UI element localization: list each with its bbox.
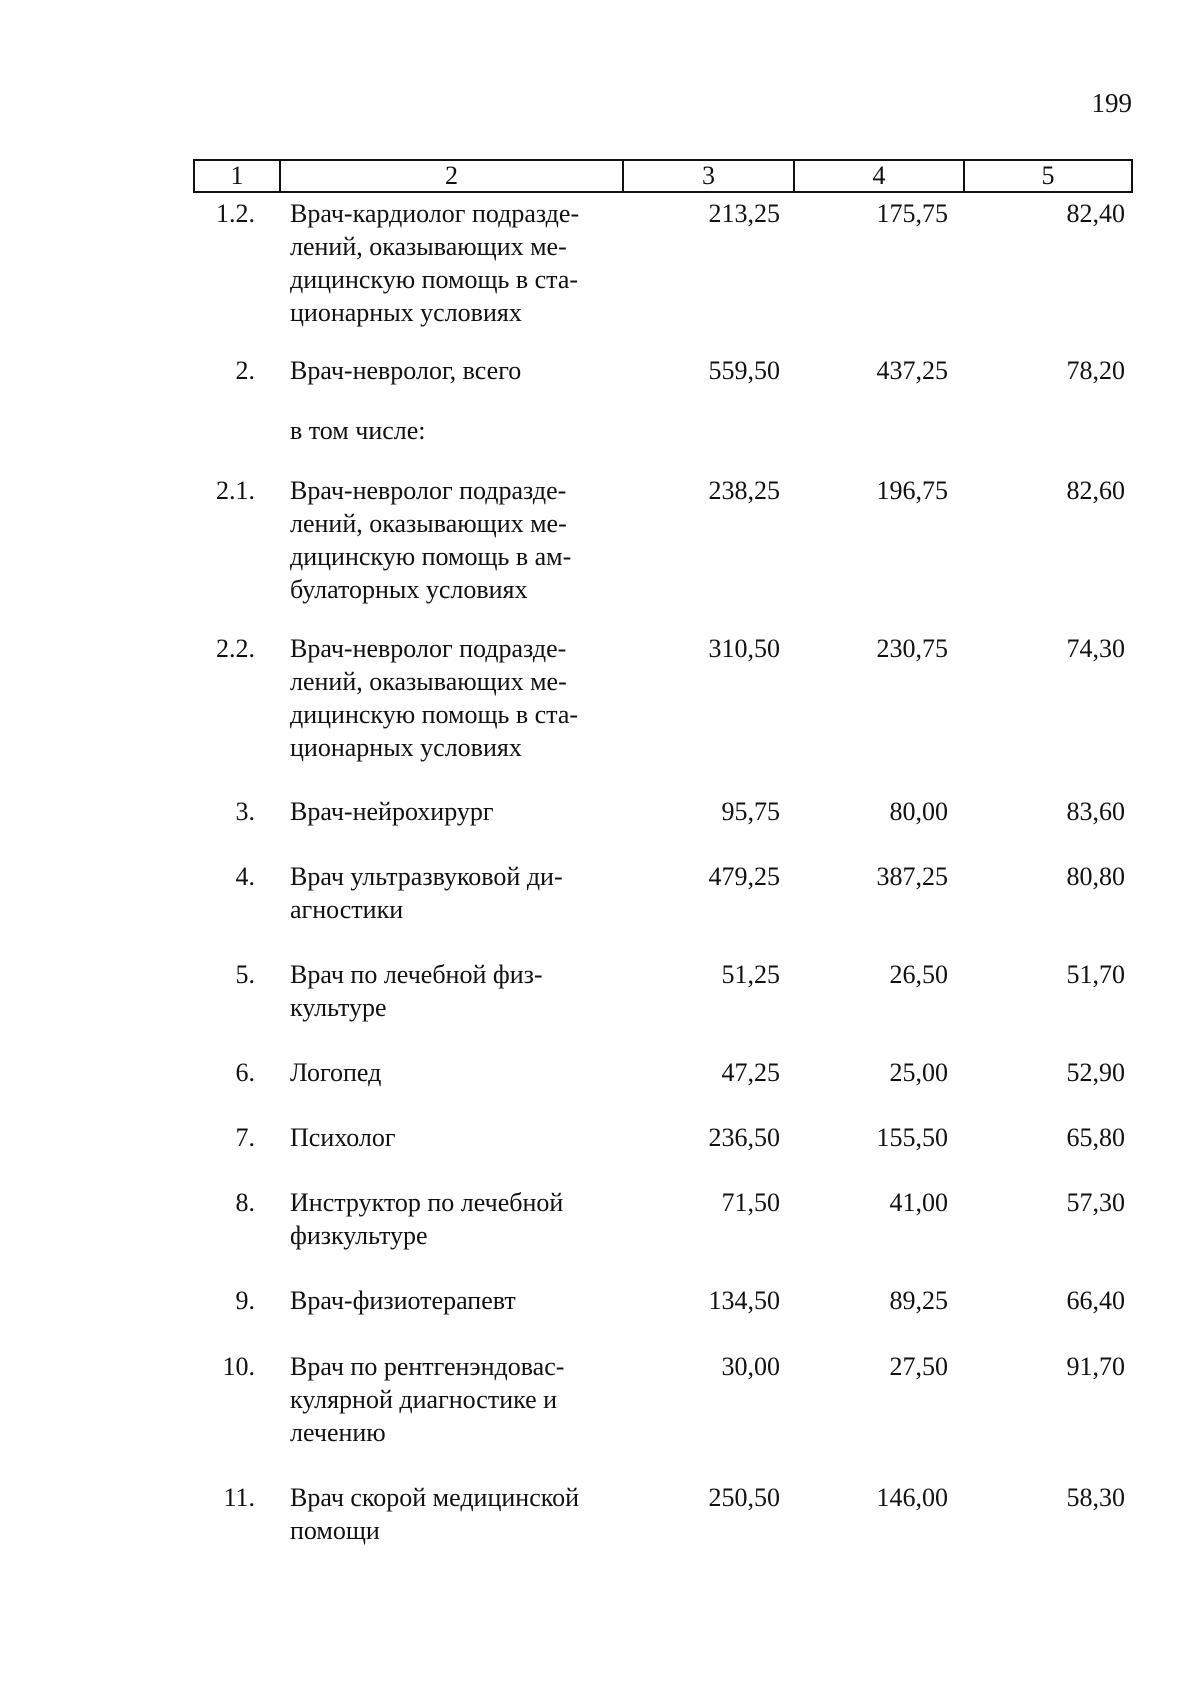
row-position-name: Врач скорой медицинской помощи — [290, 1483, 579, 1545]
row-value-col5: 78,20 — [1066, 356, 1125, 385]
row-value-col5: 57,30 — [1066, 1188, 1125, 1217]
row-value-col4: 437,25 — [876, 356, 948, 385]
row-value-col5: 65,80 — [1066, 1123, 1125, 1152]
row-position-name: Врач-невролог подразде- лений, оказывающих ме- дицинскую помощь в ста- ционарных условиях — [290, 634, 579, 762]
row-number: 10. — [222, 1352, 255, 1381]
row-value-col5: 52,90 — [1066, 1058, 1125, 1087]
row-value-col5: 83,60 — [1066, 797, 1125, 826]
row-value-col5: 51,70 — [1066, 960, 1125, 989]
row-value-col5: 66,40 — [1066, 1286, 1125, 1315]
row-value-col4: 80,00 — [889, 797, 948, 826]
row-value-col4: 196,75 — [876, 476, 948, 505]
row-number: 7. — [235, 1123, 255, 1152]
row-number: 2. — [235, 356, 255, 385]
header-col-3: 3 — [623, 160, 794, 192]
row-value-col5: 82,40 — [1066, 199, 1125, 228]
row-number: 8. — [235, 1188, 255, 1217]
row-value-col3: 310,50 — [708, 634, 780, 663]
row-value-col4: 146,00 — [876, 1483, 948, 1512]
row-number: 1.2. — [216, 199, 255, 228]
row-value-col3: 71,50 — [721, 1188, 780, 1217]
row-subheading: в том числе: — [290, 416, 426, 445]
row-number: 2.1. — [216, 476, 255, 505]
row-value-col4: 27,50 — [889, 1352, 948, 1381]
row-value-col3: 51,25 — [721, 960, 780, 989]
row-value-col5: 91,70 — [1066, 1352, 1125, 1381]
row-value-col4: 155,50 — [876, 1123, 948, 1152]
row-value-col3: 95,75 — [721, 797, 780, 826]
row-number: 6. — [235, 1058, 255, 1087]
row-value-col3: 479,25 — [708, 862, 780, 891]
row-position-name: Врач ультразвуковой ди- агностики — [290, 862, 563, 924]
table-header — [193, 159, 1133, 193]
header-col-1: 1 — [194, 160, 280, 192]
row-position-name: Инструктор по лечебной физкультуре — [290, 1188, 564, 1250]
row-position-name: Врач по лечебной физ- культуре — [290, 960, 543, 1022]
row-value-col4: 26,50 — [889, 960, 948, 989]
row-value-col4: 175,75 — [876, 199, 948, 228]
row-position-name: Логопед — [290, 1058, 382, 1087]
row-position-name: Врач по рентгенэндовас- кулярной диагностике и лечению — [290, 1352, 565, 1447]
row-value-col3: 134,50 — [708, 1286, 780, 1315]
row-value-col5: 82,60 — [1066, 476, 1125, 505]
row-position-name: Врач-нейрохирург — [290, 797, 494, 826]
row-value-col3: 559,50 — [708, 356, 780, 385]
row-position-name: Психолог — [290, 1123, 396, 1152]
row-value-col3: 250,50 — [708, 1483, 780, 1512]
row-position-name: Врач-невролог подразде- лений, оказывающих ме- дицинскую помощь в ам- булаторных условиях — [290, 476, 572, 604]
row-value-col4: 230,75 — [876, 634, 948, 663]
row-number: 2.2. — [216, 634, 255, 663]
row-value-col3: 30,00 — [721, 1352, 780, 1381]
row-value-col3: 213,25 — [708, 199, 780, 228]
row-value-col3: 238,25 — [708, 476, 780, 505]
header-col-4: 4 — [794, 160, 964, 192]
header-col-2: 2 — [280, 160, 623, 192]
row-value-col4: 41,00 — [889, 1188, 948, 1217]
row-number: 4. — [235, 862, 255, 891]
row-number: 11. — [223, 1483, 255, 1512]
row-number: 9. — [235, 1286, 255, 1315]
row-value-col5: 58,30 — [1066, 1483, 1125, 1512]
row-position-name: Врач-физиотерапевт — [290, 1286, 516, 1315]
row-position-name: Врач-невролог, всего — [290, 356, 522, 385]
row-number: 5. — [235, 960, 255, 989]
row-value-col3: 236,50 — [708, 1123, 780, 1152]
page-number: 199 — [1091, 88, 1132, 118]
row-value-col5: 74,30 — [1066, 634, 1125, 663]
row-value-col4: 89,25 — [889, 1286, 948, 1315]
row-position-name: Врач-кардиолог подразде- лений, оказывающих ме- дицинскую помощь в ста- ционарных условиях — [290, 199, 580, 327]
row-value-col3: 47,25 — [721, 1058, 780, 1087]
row-value-col4: 387,25 — [876, 862, 948, 891]
row-number: 3. — [235, 797, 255, 826]
header-col-5: 5 — [964, 160, 1132, 192]
row-value-col4: 25,00 — [889, 1058, 948, 1087]
row-value-col5: 80,80 — [1066, 862, 1125, 891]
